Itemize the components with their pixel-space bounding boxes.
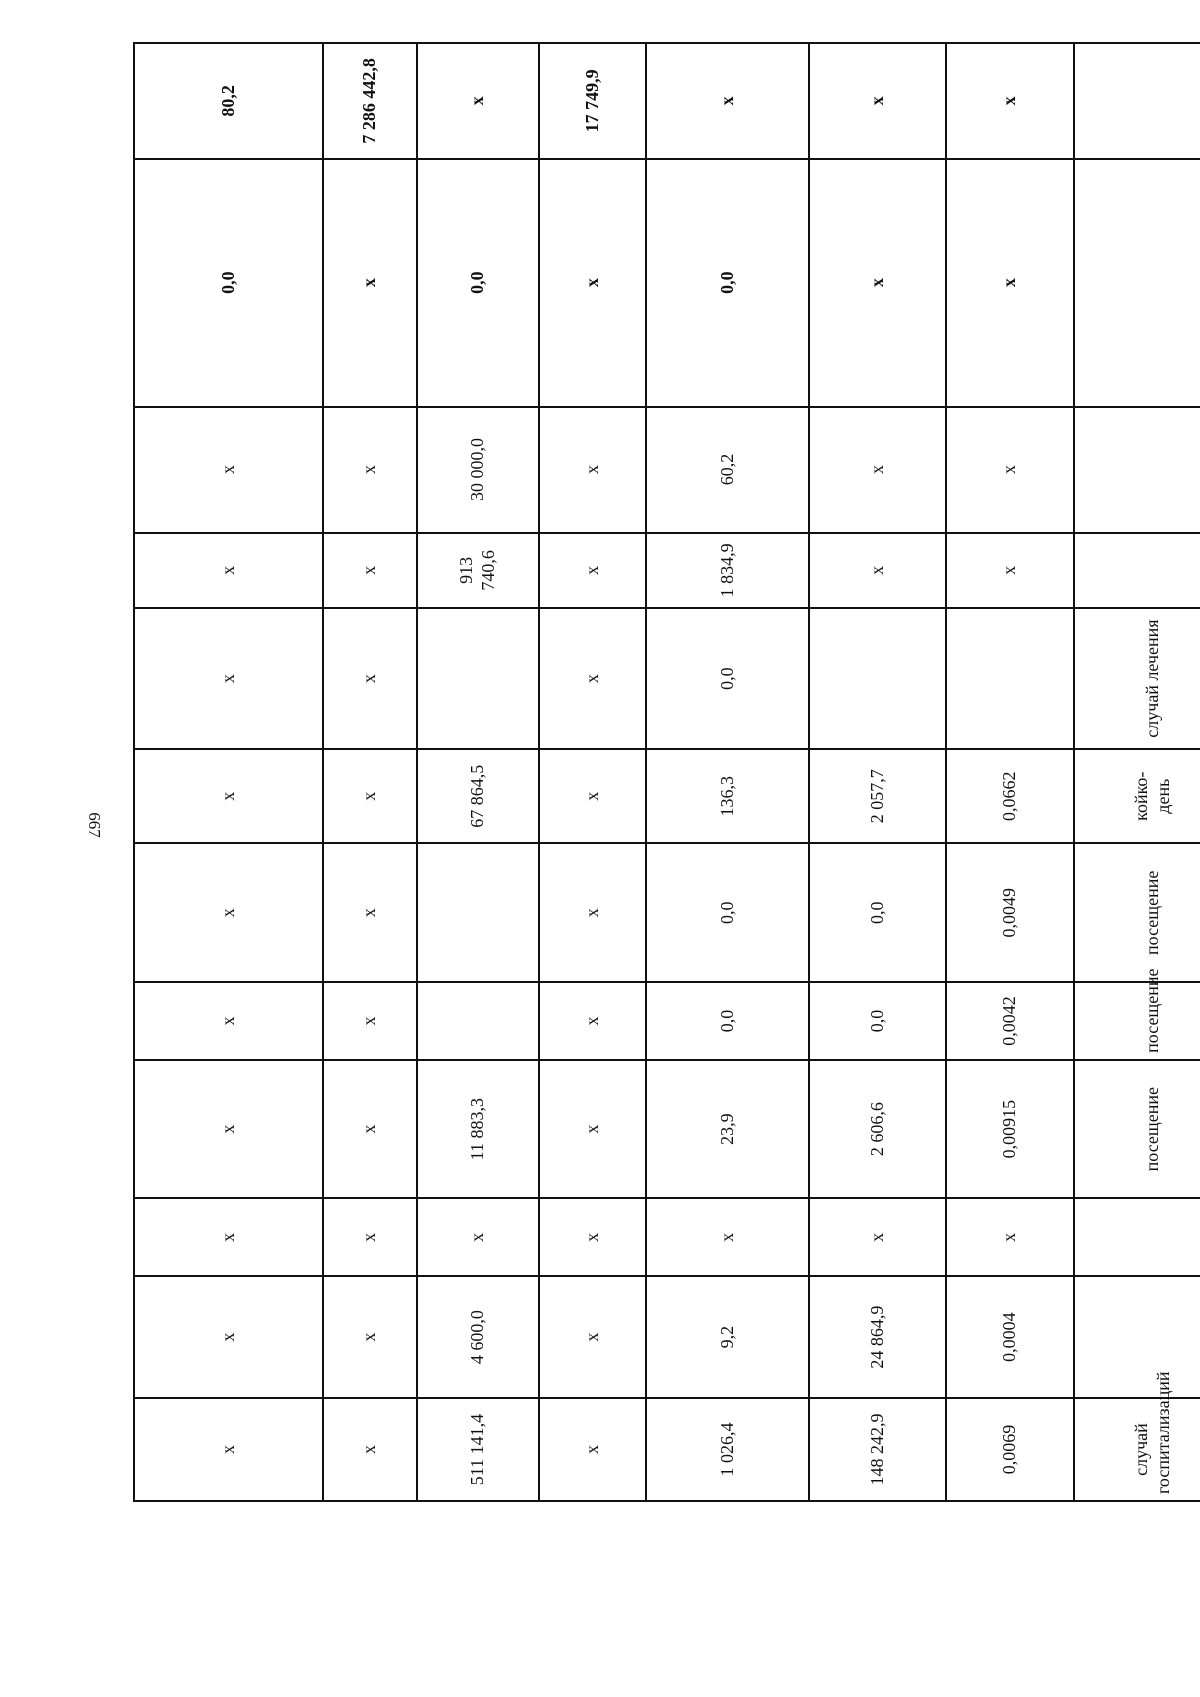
row-13-c4: 0,0069 xyxy=(946,1398,1074,1501)
field-band-c10 xyxy=(134,43,323,1501)
row-19-unit xyxy=(1074,159,1200,407)
row-15-c4: 0,00915 xyxy=(946,1060,1074,1199)
row-17-unit xyxy=(1074,533,1200,609)
row-20-c6: х xyxy=(646,43,809,159)
row-13-unit: случай госпитализаций xyxy=(1074,1398,1200,1501)
row-16-c8: 67 864,5 xyxy=(417,749,539,844)
row-16-c7: х xyxy=(539,749,646,844)
row-16.1-c5 xyxy=(809,608,946,749)
row-14-c8: х xyxy=(417,1199,539,1277)
financing-table-rotated xyxy=(133,42,1173,1502)
row-19-c4: х xyxy=(946,159,1074,407)
page-number: 667 xyxy=(85,812,104,838)
row-15.1-unit: посещение xyxy=(1074,982,1200,1060)
field-band-c8 xyxy=(417,43,539,1501)
row-16.1-c8 xyxy=(417,608,539,749)
row-15-c8: 11 883,3 xyxy=(417,1060,539,1199)
row-13.1-c5: 24 864,9 xyxy=(809,1276,946,1398)
row-14-c7: х xyxy=(539,1199,646,1277)
field-band-c7 xyxy=(539,43,646,1501)
row-13.1-c9: х xyxy=(323,1276,417,1398)
row-13.1-c10: х xyxy=(134,1276,323,1398)
row-16.1-unit: случай лечения xyxy=(1074,608,1200,749)
row-16-c9: х xyxy=(323,749,417,844)
row-13.1-c8: 4 600,0 xyxy=(417,1276,539,1398)
row-18-c4: х xyxy=(946,407,1074,533)
row-19-c8: 0,0 xyxy=(417,159,539,407)
row-15-c9: х xyxy=(323,1060,417,1199)
row-16.1-c4 xyxy=(946,608,1074,749)
row-14-c10: х xyxy=(134,1199,323,1277)
row-14-c9: х xyxy=(323,1199,417,1277)
row-20-c7: 17 749,9 xyxy=(539,43,646,159)
row-19-c9: х xyxy=(323,159,417,407)
row-14-c5: х xyxy=(809,1199,946,1277)
row-19-c10: 0,0 xyxy=(134,159,323,407)
row-13-c8: 511 141,4 xyxy=(417,1398,539,1501)
row-19-c6: 0,0 xyxy=(646,159,809,407)
field-band-c9 xyxy=(323,43,417,1501)
row-16-c4: 0,0662 xyxy=(946,749,1074,844)
row-15-unit: посещение xyxy=(1074,1060,1200,1199)
row-15.2-c6: 0,0 xyxy=(646,843,809,982)
financing-table xyxy=(133,42,1200,1502)
row-18-c9: х xyxy=(323,407,417,533)
row-13.1-c4: 0,0004 xyxy=(946,1276,1074,1398)
row-19-c5: х xyxy=(809,159,946,407)
row-17-c10: х xyxy=(134,533,323,609)
row-16-unit: койко-день xyxy=(1074,749,1200,844)
row-16-c10: х xyxy=(134,749,323,844)
row-15-c5: 2 606,6 xyxy=(809,1060,946,1199)
row-15.1-c8 xyxy=(417,982,539,1060)
row-15.2-c10: х xyxy=(134,843,323,982)
row-13-c7: х xyxy=(539,1398,646,1501)
row-13.1-unit xyxy=(1074,1276,1200,1398)
row-20-c4: х xyxy=(946,43,1074,159)
field-band-unit xyxy=(1074,43,1200,1501)
row-13-c6: 1 026,4 xyxy=(646,1398,809,1501)
row-13-c9: х xyxy=(323,1398,417,1501)
row-17-c5: х xyxy=(809,533,946,609)
row-17-c9: х xyxy=(323,533,417,609)
row-16.1-c7: х xyxy=(539,608,646,749)
row-20-c9: 7 286 442,8 xyxy=(323,43,417,159)
row-20-c10: 80,2 xyxy=(134,43,323,159)
row-13-c10: х xyxy=(134,1398,323,1501)
row-15.2-c8 xyxy=(417,843,539,982)
row-18-c7: х xyxy=(539,407,646,533)
row-15.2-c4: 0,0049 xyxy=(946,843,1074,982)
field-band-c5 xyxy=(809,43,946,1501)
row-19-c7: х xyxy=(539,159,646,407)
row-13.1-c6: 9,2 xyxy=(646,1276,809,1398)
row-14-c6: х xyxy=(646,1199,809,1277)
row-16.1-c9: х xyxy=(323,608,417,749)
row-17-c8: 913 740,6 xyxy=(417,533,539,609)
row-15-c7: х xyxy=(539,1060,646,1199)
row-17-c4: х xyxy=(946,533,1074,609)
row-13.1-c7: х xyxy=(539,1276,646,1398)
row-15.2-unit: посещение xyxy=(1074,843,1200,982)
row-15.1-c9: х xyxy=(323,982,417,1060)
row-18-unit xyxy=(1074,407,1200,533)
row-16.1-c6: 0,0 xyxy=(646,608,809,749)
row-15.1-c10: х xyxy=(134,982,323,1060)
row-13-c5: 148 242,9 xyxy=(809,1398,946,1501)
field-band-c4 xyxy=(946,43,1074,1501)
row-15.1-c7: х xyxy=(539,982,646,1060)
row-18-c10: х xyxy=(134,407,323,533)
row-15.2-c9: х xyxy=(323,843,417,982)
row-20-unit xyxy=(1074,43,1200,159)
row-16.1-c10: х xyxy=(134,608,323,749)
row-14-unit xyxy=(1074,1199,1200,1277)
row-15.1-c4: 0,0042 xyxy=(946,982,1074,1060)
row-20-c5: х xyxy=(809,43,946,159)
row-18-c5: х xyxy=(809,407,946,533)
row-18-c8: 30 000,0 xyxy=(417,407,539,533)
row-15.1-c6: 0,0 xyxy=(646,982,809,1060)
field-band-c6 xyxy=(646,43,809,1501)
row-15.2-c5: 0,0 xyxy=(809,843,946,982)
row-16-c6: 136,3 xyxy=(646,749,809,844)
row-15.1-c5: 0,0 xyxy=(809,982,946,1060)
row-15.2-c7: х xyxy=(539,843,646,982)
row-18-c6: 60,2 xyxy=(646,407,809,533)
row-14-c4: х xyxy=(946,1199,1074,1277)
row-16-c5: 2 057,7 xyxy=(809,749,946,844)
row-17-c7: х xyxy=(539,533,646,609)
row-15-c10: х xyxy=(134,1060,323,1199)
row-20-c8: х xyxy=(417,43,539,159)
row-17-c6: 1 834,9 xyxy=(646,533,809,609)
row-15-c6: 23,9 xyxy=(646,1060,809,1199)
